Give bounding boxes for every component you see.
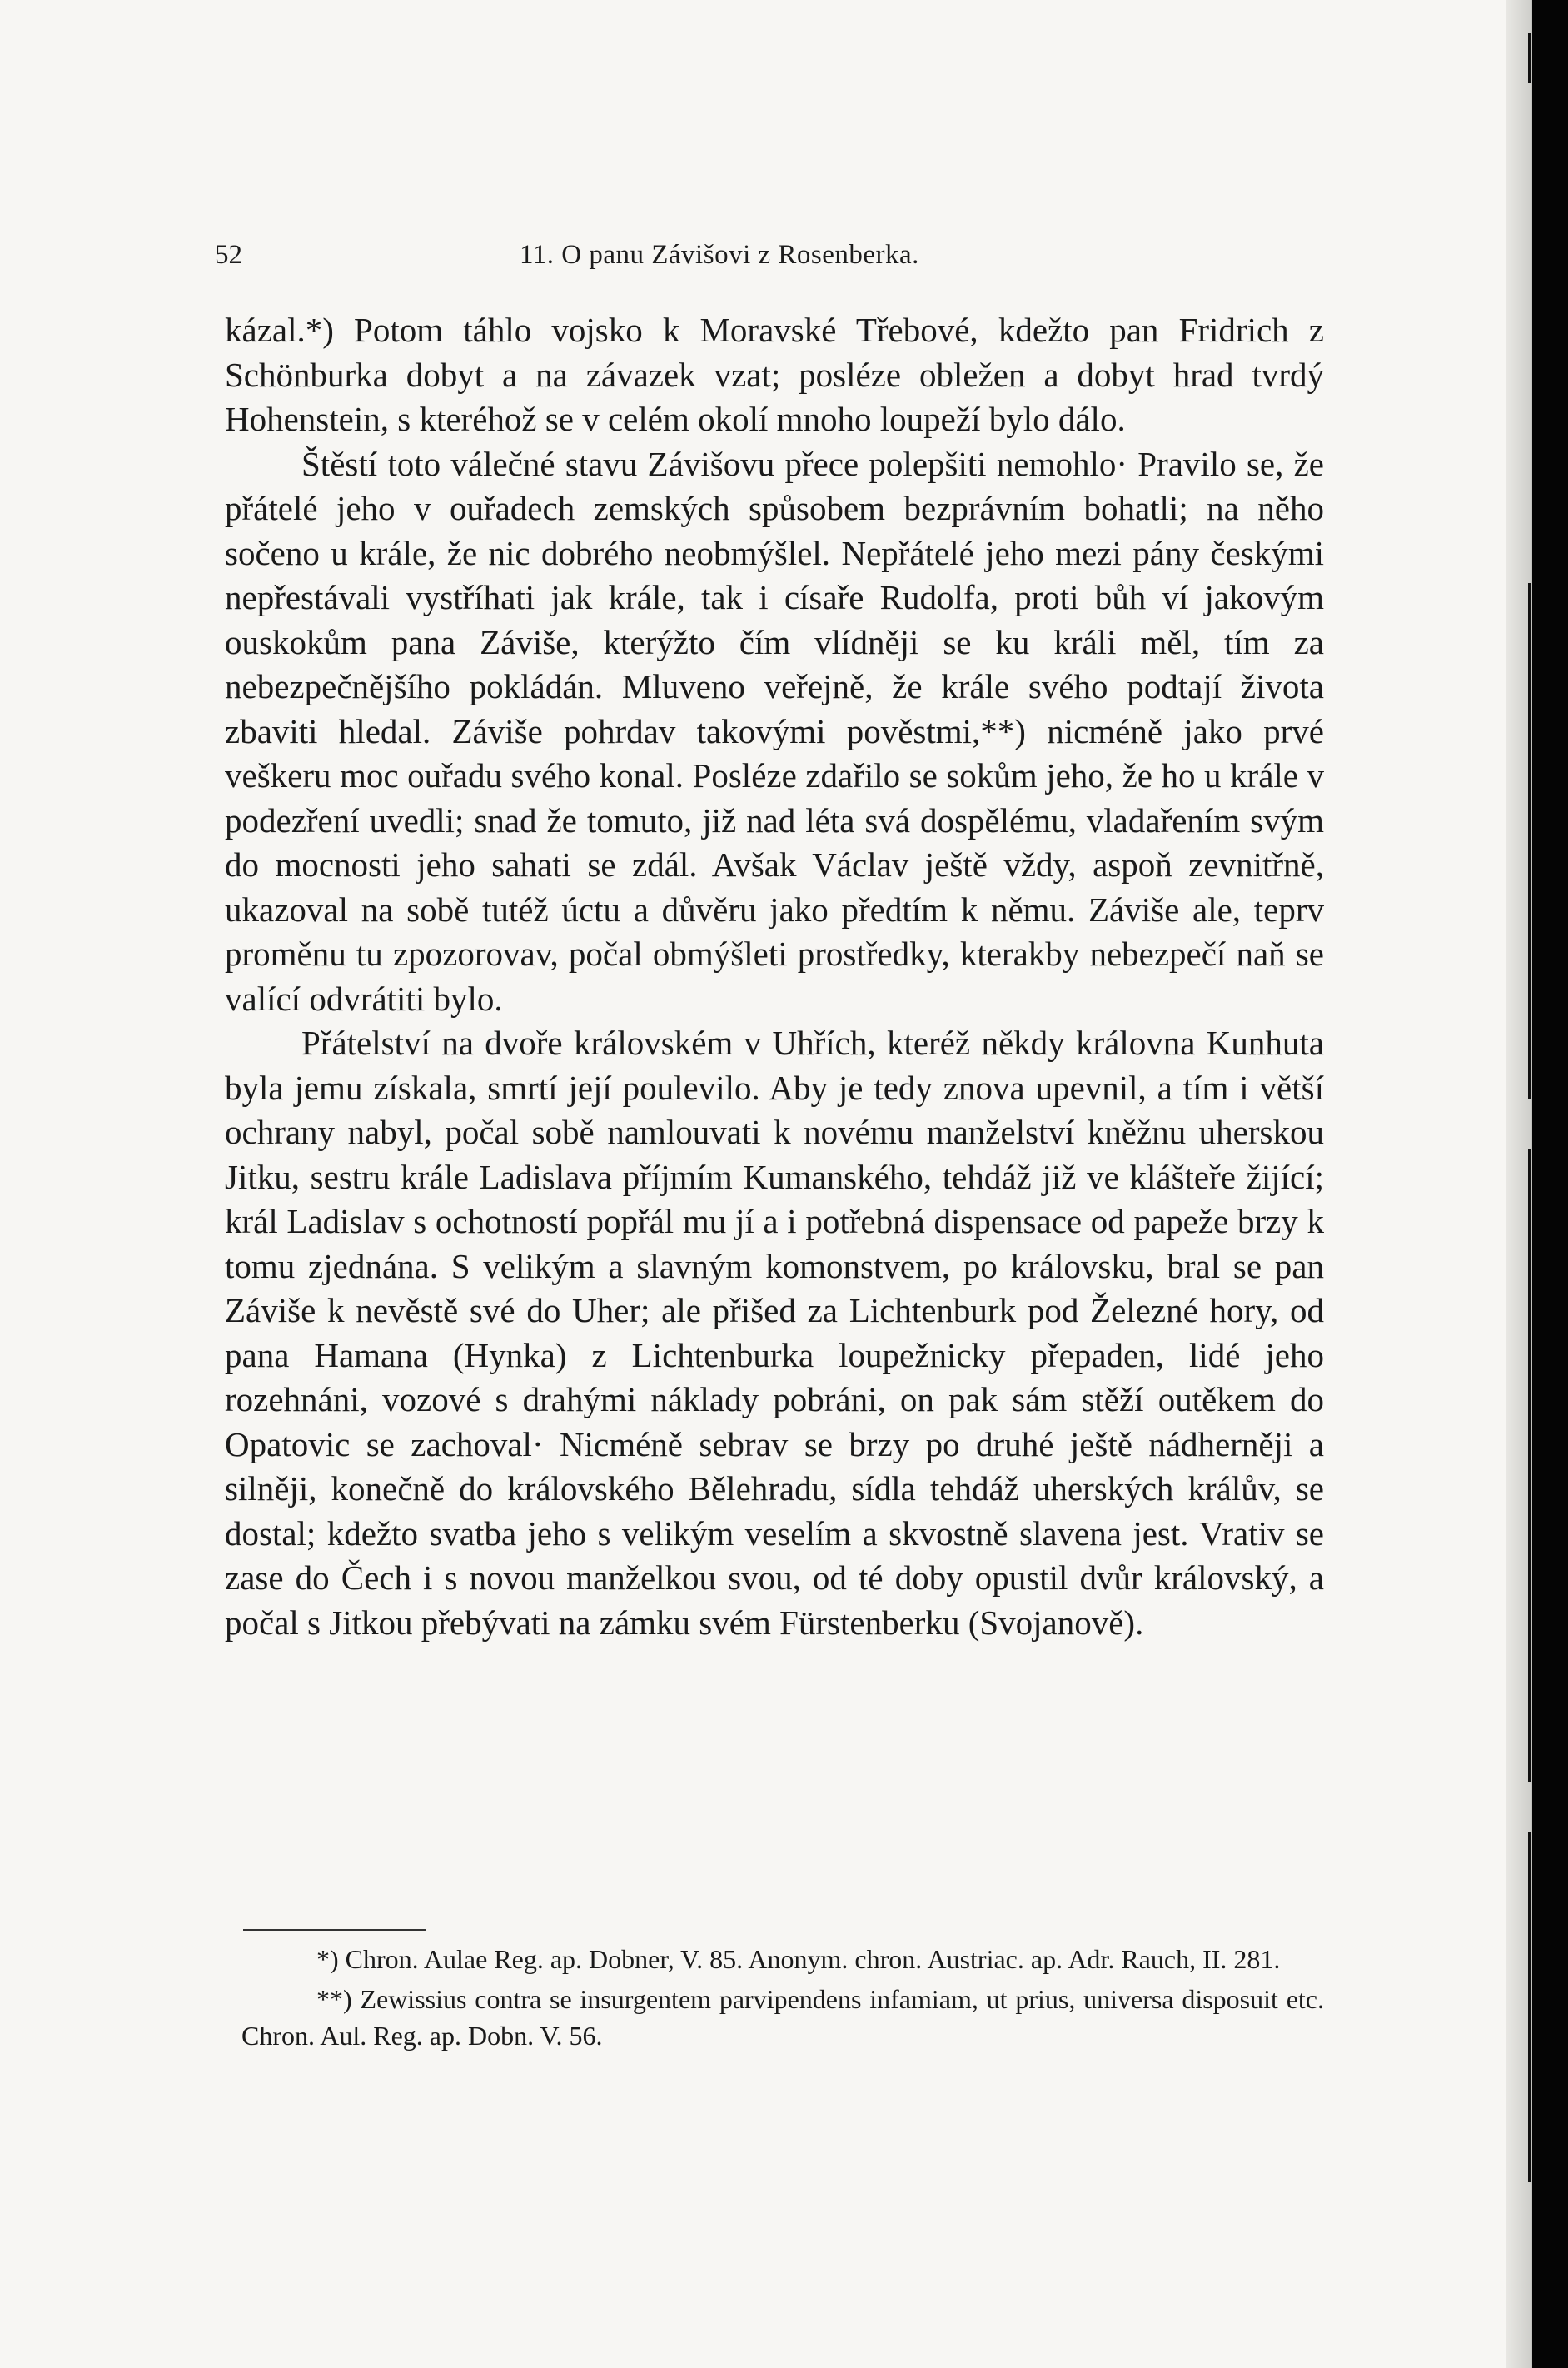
edge-mark — [1528, 33, 1531, 83]
main-text — [225, 308, 1324, 1645]
paragraph: Štěstí toto válečné stavu Závišovu přece polepšiti nemohlo· Pravilo se, že přátelé jeho v ouřadech zemských spůsobem bezprávním bohatli; na něho sočeno u krále, že nic dobrého neobmýšlel. Nepřátelé jeho mezi pány českými nepřestávali vystříhati jak krále, tak i císaře Rudolfa, proti bůh ví jakovým ouskokům pana Záviše, kterýžto čím vlídněji se ku králi měl, tím za nebezpečnějšího pokládán. Mluveno veřejně, že krále svého podtají života zbaviti hledal. Záviše pohrdav takovými pověstmi,**) nicméně jako prvé veškeru moc ouřadu svého konal. Posléze zdařilo se sokům jeho, že ho u krále v podezření uvedli; snad že tomuto, již nad léta svá dospělému, vladařením svým do mocnosti jeho sahati se zdál. Avšak Václav ještě vždy, aspoň zevnitřně, ukazoval na sobě tutéž úctu a důvěru jako předtím k němu. Záviše ale, teprv proměnu tu zpozorovav, počal obmýšleti prostředky, kterakby nebezpečí naň se valící odvrátiti bylo. — [225, 444, 1324, 1018]
edge-mark — [1528, 1149, 1531, 1782]
footnote: **) Zewissius contra se insurgentem parvipendens infamiam, ut prius, universa disposuit etc. Chron. Aul. Reg. ap. Dobn. V. 56. — [241, 1984, 1324, 2051]
edge-mark — [1528, 1832, 1531, 2182]
footnote-divider — [243, 1929, 426, 1931]
footnotes — [241, 1941, 1324, 2057]
running-header — [215, 240, 1331, 282]
paragraph: kázal.*) Potom táhlo vojsko k Moravské Třebové, kdežto pan Fridrich z Schönburka dobyt a na závazek vzat; posléze obležen a dobyt hrad tvrdý Hohenstein, s kteréhož se v celém okolí mnoho loupeží bylo dálo. — [225, 311, 1324, 438]
footnote: *) Chron. Aulae Reg. ap. Dobner, V. 85. Anonym. chron. Austriac. ap. Adr. Rauch, II. 281. — [316, 1944, 1281, 1974]
edge-mark — [1528, 583, 1531, 1099]
running-title: 11. O panu Závišovi z Rosenberka. — [520, 240, 919, 270]
paragraph: Přátelství na dvoře královském v Uhřích, kteréž někdy královna Kunhuta byla jemu získala, smrtí její poulevilo. Aby je tedy znova upevnil, a tím i větší ochrany nabyl, počal sobě namlouvati k novému manželství kněžnu uherskou Jitku, sestru krále Ladislava příjmím Kumanského, tehdáž již ve klášteře žijící; král Ladislav s ochotností popřál mu jí a i potřebná dispensace od papeže brzy k tomu zjednána. S velikým a slavným komonstvem, po královsku, bral se pan Záviše k nevěstě své do Uher; ale přišed za Lichtenburk pod Železné hory, od pana Hamana (Hynka) z Lichtenburka loupežnicky přepaden, lidé jeho rozehnáni, vozové s drahými náklady pobráni, on pak sám stěží outěkem do Opatovic se zachoval· Nicméně sebrav se brzy po druhé ještě nádherněji a silněji, konečně do královského Bělehradu, sídla tehdáž uherských králův, se dostal; kdežto svatba jeho s velikým veselím a skvostně slavena jest. Vrativ se zase do Čech i s novou manželkou svou, od té doby opustil dvůr královský, a počal s Jitkou přebývati na zámku svém Fürstenberku (Svojanově). — [225, 1024, 1324, 1642]
page-number: 52 — [215, 240, 242, 270]
